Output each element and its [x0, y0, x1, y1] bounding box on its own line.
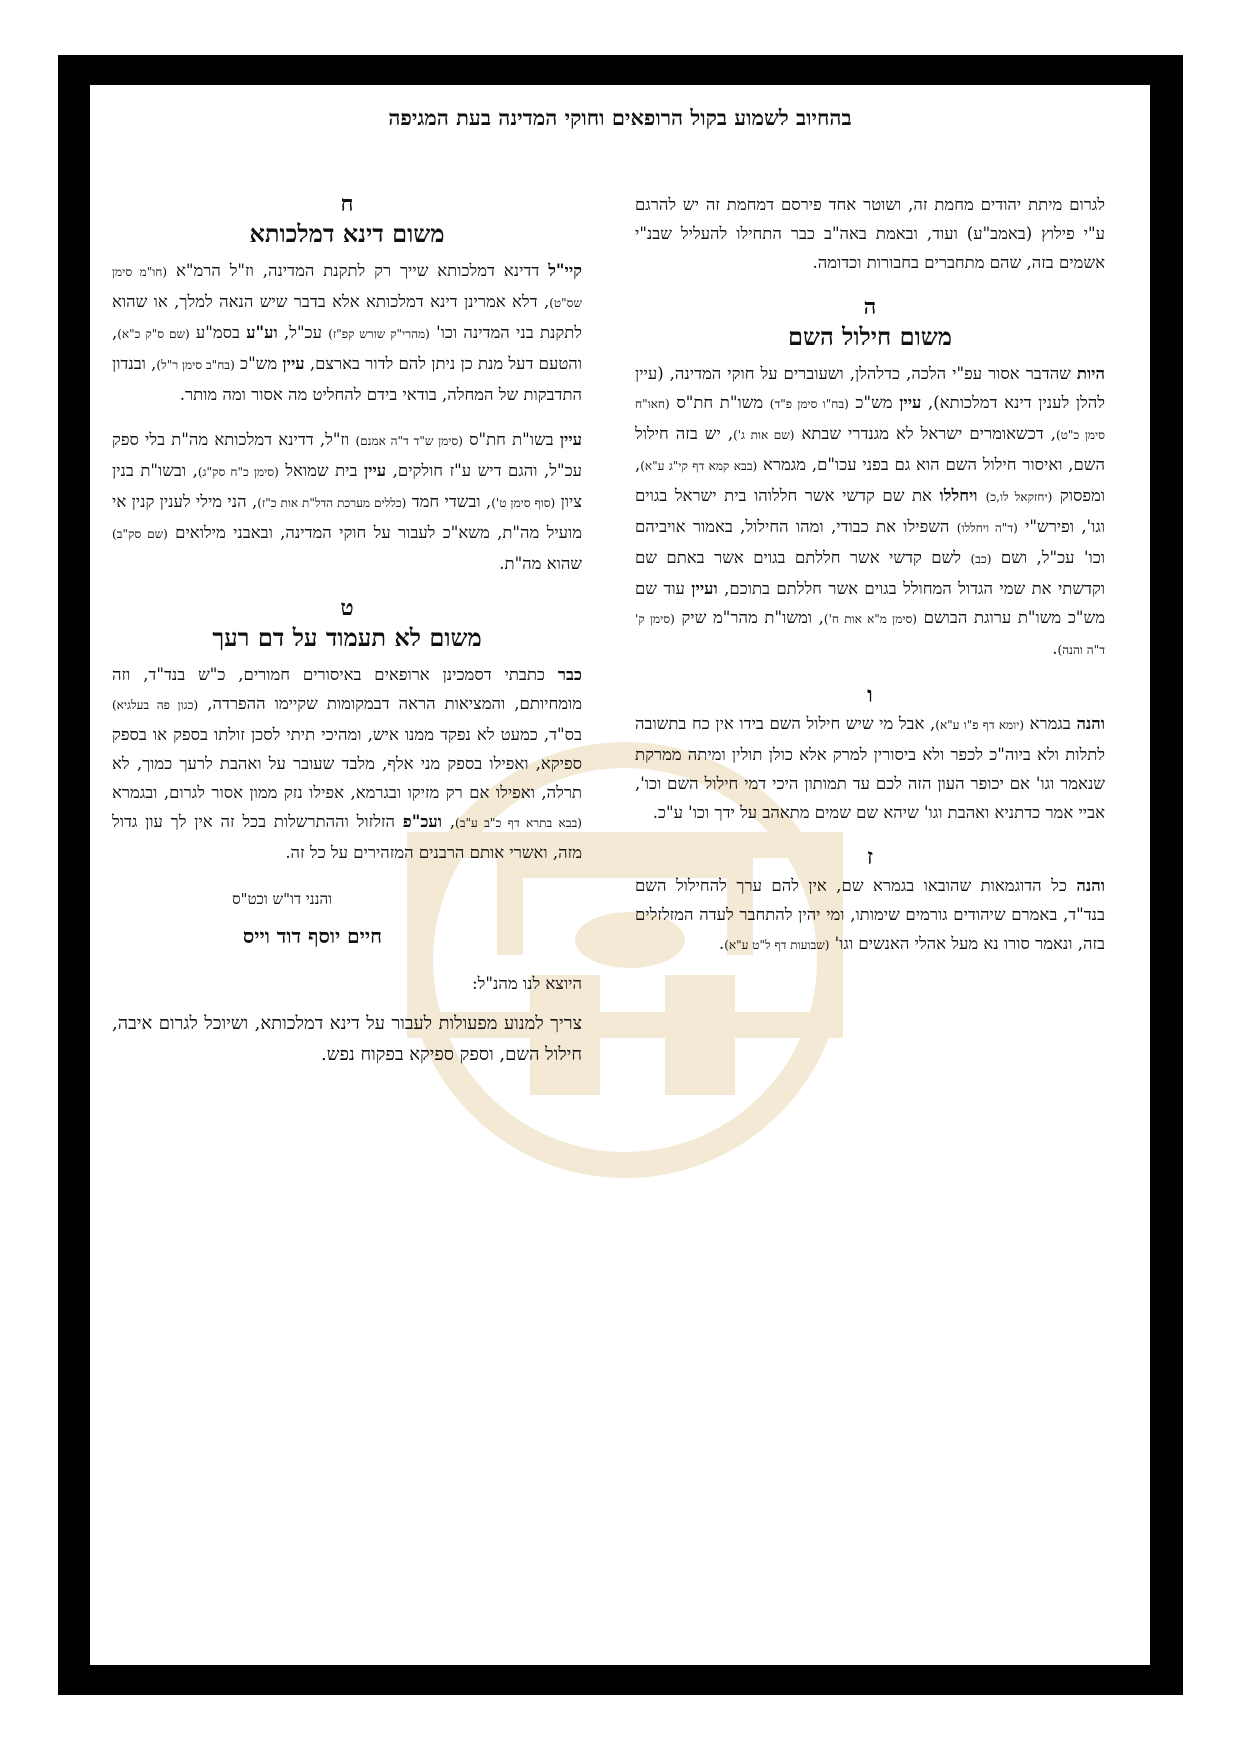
bold-word: וע"ע	[246, 323, 278, 342]
source-citation: (סוף סימן ט')	[491, 496, 556, 510]
text-run: , ובנדון התדבקות של המחלה, בודאי בידם להחליט מה אסור ומה מותר.	[112, 354, 582, 404]
source-citation: (בבא קמא דף קי"ג ע"א)	[640, 459, 758, 473]
page-header: בהחיוב לשמוע בקול הרופאים וחוקי המדינה בעת המגיפה	[388, 105, 852, 130]
source-citation: (חו"מ סימן שס"ט)	[112, 265, 582, 310]
text-run: את שם קדשי אשר חללוהו בית ישראל בגוים וגו', ופירש"י	[635, 486, 1105, 536]
section-h-letter: ה	[863, 294, 877, 320]
text-run: שהוא מה"ת.	[499, 554, 582, 573]
text-run: , ובשו"ת בנין ציון	[112, 461, 582, 511]
text-run: עכ"ל,	[277, 323, 329, 342]
closing-line: והנני דו"ש וכט"ס	[232, 890, 332, 908]
intro-paragraph: לגרום מיתת יהודים מחמת זה, ושוטר אחד פירסם דמחמת זה יש להרגם ע"י פילוץ (באמב"ע) ועוד, ובאמת באה"ב כבר התחילו להעליל שבנ"י אשמים בזה, שהם מתחברים בחבורות וכדומה.	[635, 195, 1105, 272]
section-t-letter: ט	[340, 595, 354, 621]
bold-word: עיין	[899, 393, 922, 412]
source-citation: (חאו"ח סימן כ"ט)	[635, 397, 1106, 442]
section-h-title: משום חילול השם	[788, 322, 952, 351]
lead-word: היות	[1076, 364, 1105, 383]
left-column	[112, 190, 582, 1070]
summary-text: צריך למנוע מפעולות לעבור על דינא דמלכותא, ושיוכל לגרום איבה, חילול השם, וספק ספיקא בפקוח נפש.	[112, 1013, 582, 1065]
source-citation: (יומא דף פ"ו ע"א)	[935, 718, 1025, 732]
text-run: , ובשדי חמד	[406, 492, 492, 511]
source-citation: (סימן כ"ח סק"ג)	[197, 465, 279, 479]
text-run: , דלא אמרינן דינא דמלכותא אלא בדבר שיש הנאה למלך, או שהוא לתקנת בני המדינה וכו'	[112, 292, 582, 342]
text-run: , ומפסוק	[635, 455, 1105, 505]
section-t-paragraph	[112, 660, 582, 867]
section-v-paragraph	[635, 709, 1105, 827]
text-run: בשו"ת חת"ס	[462, 430, 560, 449]
text-run: , ומשו"ת מהר"מ שיק	[674, 608, 824, 627]
text-run: , הני מילי לענין קנין אי מועיל מה"ת, משא"כ לעבור על חוקי המדינה, ובאבני מילואים	[112, 492, 582, 542]
section-v-letter: ו	[867, 682, 873, 708]
text-run: .	[718, 934, 725, 953]
lead-word: והנה	[1076, 714, 1106, 733]
text-run: בגמרא	[1024, 714, 1077, 733]
text-run: ,	[442, 812, 456, 831]
right-column	[635, 190, 1105, 976]
section-z-letter: ז	[866, 844, 874, 870]
text-run: דדינא דמלכותא שייך רק לתקנת המדינה, וז"ל הרמ"א	[167, 261, 549, 280]
text-run: בית שמואל	[278, 461, 364, 480]
text-run: , דכשאומרים ישראל לא מגנדרי שבתא	[794, 424, 1056, 443]
bold-word: ועיין	[691, 579, 718, 598]
source-citation: (סימן מ"א אות ח')	[823, 612, 917, 626]
source-citation: (ד"ה ויחללו)	[956, 521, 1018, 535]
section-ch-paragraph-1	[112, 256, 582, 409]
text-run: משו"ת חת"ס	[669, 393, 770, 412]
section-h-paragraph	[635, 359, 1105, 665]
document-page	[90, 85, 1150, 1665]
section-t-title: משום לא תעמוד על דם רעך	[212, 623, 482, 652]
source-citation: (מהרי"ק שורש קפ"ז)	[328, 327, 430, 341]
text-run: .	[1052, 639, 1058, 658]
source-citation: (שם סק"ב)	[112, 527, 168, 541]
bold-word: ועכ"פ	[402, 812, 442, 831]
text-run: , והטעם דעל מנת כן ניתן להם לדור בארצם,	[112, 323, 582, 373]
source-citation: (שם ס"ק כ"א)	[117, 327, 190, 341]
text-run: מש"כ	[848, 393, 900, 412]
source-citation: (יחזקאל לו,כ)	[985, 490, 1053, 504]
text-run: לשם קדשי אשר חללתם בגוים אשר באתם שם וקדשתי את שמי הגדול המחולל בגוים אשר חללתם בתוכם,	[635, 548, 1106, 598]
source-citation: (סימן ש"ד ד"ה אמנם)	[355, 434, 463, 448]
text-run: , אבל מי שיש חילול השם בידו אין כח בתשובה לתלות ולא ביוה"כ לכפר ולא ביסורין למרק אלא כולן תולין ומיתה ממרקת שנאמר וגו' אם יכופר העון הזה לכם עד תמותון היכי דמי חילול השם וכו', אביי אמר כדתניא ואהבת וגו' שיהא שם שמים מתאהב על ידך וכו' ע"כ.	[635, 714, 1105, 822]
text-run: כתבתי דסמכינן ארופאים באיסורים חמורים, כ"ש בנד"ד, וזה מומחיותם, והמציאות הראה דבמקומות שקיימו ההפרדה,	[112, 665, 582, 713]
source-citation: (כב)	[970, 552, 992, 566]
lead-word: כבר	[557, 665, 582, 684]
source-citation: (סימן ק' ד"ה והנה)	[635, 612, 1105, 657]
lead-word: קיי"ל	[548, 261, 582, 280]
source-citation: (כגון פה בעלגיא)	[112, 698, 199, 712]
bold-word: ויחללו	[939, 486, 986, 505]
text-run: כל הדוגמאות שהובאו בגמרא שם, אין להם ערך להחילול השם בנד"ד, באמרם שיהודים גורמים שימותו, ומי יהין להתחבר לעדה המזלזלים בזה, ונאמר סורו נא מעל אהלי האנשים וגו'	[635, 876, 1105, 953]
lead-word: והנה	[1076, 876, 1105, 895]
text-run: שהדבר אסור עפ"י הלכה, כדלהלן, ושעוברים על חוקי המדינה, (עיין להלן לענין דינא דמלכותא),	[635, 364, 1105, 412]
text-run: מש"כ	[234, 354, 283, 373]
text-run: הזלזול וההתרשלות בכל זה אין לך עון גדול מזה, ואשרי אותם הרבנים המזהירים על כל זה.	[112, 812, 582, 862]
text-run: בס"ד, כמעט לא נפקד ממנו איש, ומהיכי תיתי לסכן זולתו בספק או בספק ספיקא, ואפילו בספק מני אלף, מלבד שעובר על ואהבת לרעך כמוך, לא תרלה, ואפילו אם רק מזיקו ובגרמא, אפילו נזק ממון אסור לגרום, ובגמרא	[112, 725, 582, 802]
text-run: בסמ"ע	[189, 323, 247, 342]
source-citation: (בח"ב סימן ר"ל)	[156, 358, 235, 372]
source-citation: (שבועות דף ל"ט ע"א)	[724, 938, 830, 952]
summary-title: היוצא לנו מהנ"ל:	[472, 974, 582, 993]
lead-word: עיין	[559, 430, 583, 449]
text-run: עוד שם מש"כ משו"ת ערוגת הבושם	[635, 579, 1105, 627]
section-ch-letter: ח	[340, 191, 354, 217]
bold-word: עיין	[282, 354, 305, 373]
section-ch-title: משום דינא דמלכותא	[249, 219, 445, 248]
section-z-paragraph	[635, 871, 1105, 960]
section-ch-paragraph-2	[112, 425, 582, 578]
source-citation: (בבא בתרא דף כ"ב ע"ב)	[455, 816, 582, 830]
source-citation: (בח"ו סימן פ"ד)	[769, 397, 849, 411]
bold-word: עיין	[363, 461, 387, 480]
source-citation: (שם אות ג')	[733, 428, 795, 442]
text-run: וז"ל, דדינא דמלכותא מה"ת בלי ספק עכ"ל, והגם דיש ע"ז חולקים,	[112, 430, 582, 480]
source-citation: (כללים מערכת הדל"ת אות כ"ז)	[257, 496, 407, 510]
text-run: השפילו את כבודי, ומהו החילול, באמור אויביהם וכו' עכ"ל, ושם	[635, 517, 1105, 567]
text-run: , יש בזה חילול השם, ואיסור חילול השם הוא גם בפני עכו"ם, מגמרא	[635, 424, 1105, 474]
signature: חיים יוסף דוד וייס	[242, 924, 382, 948]
